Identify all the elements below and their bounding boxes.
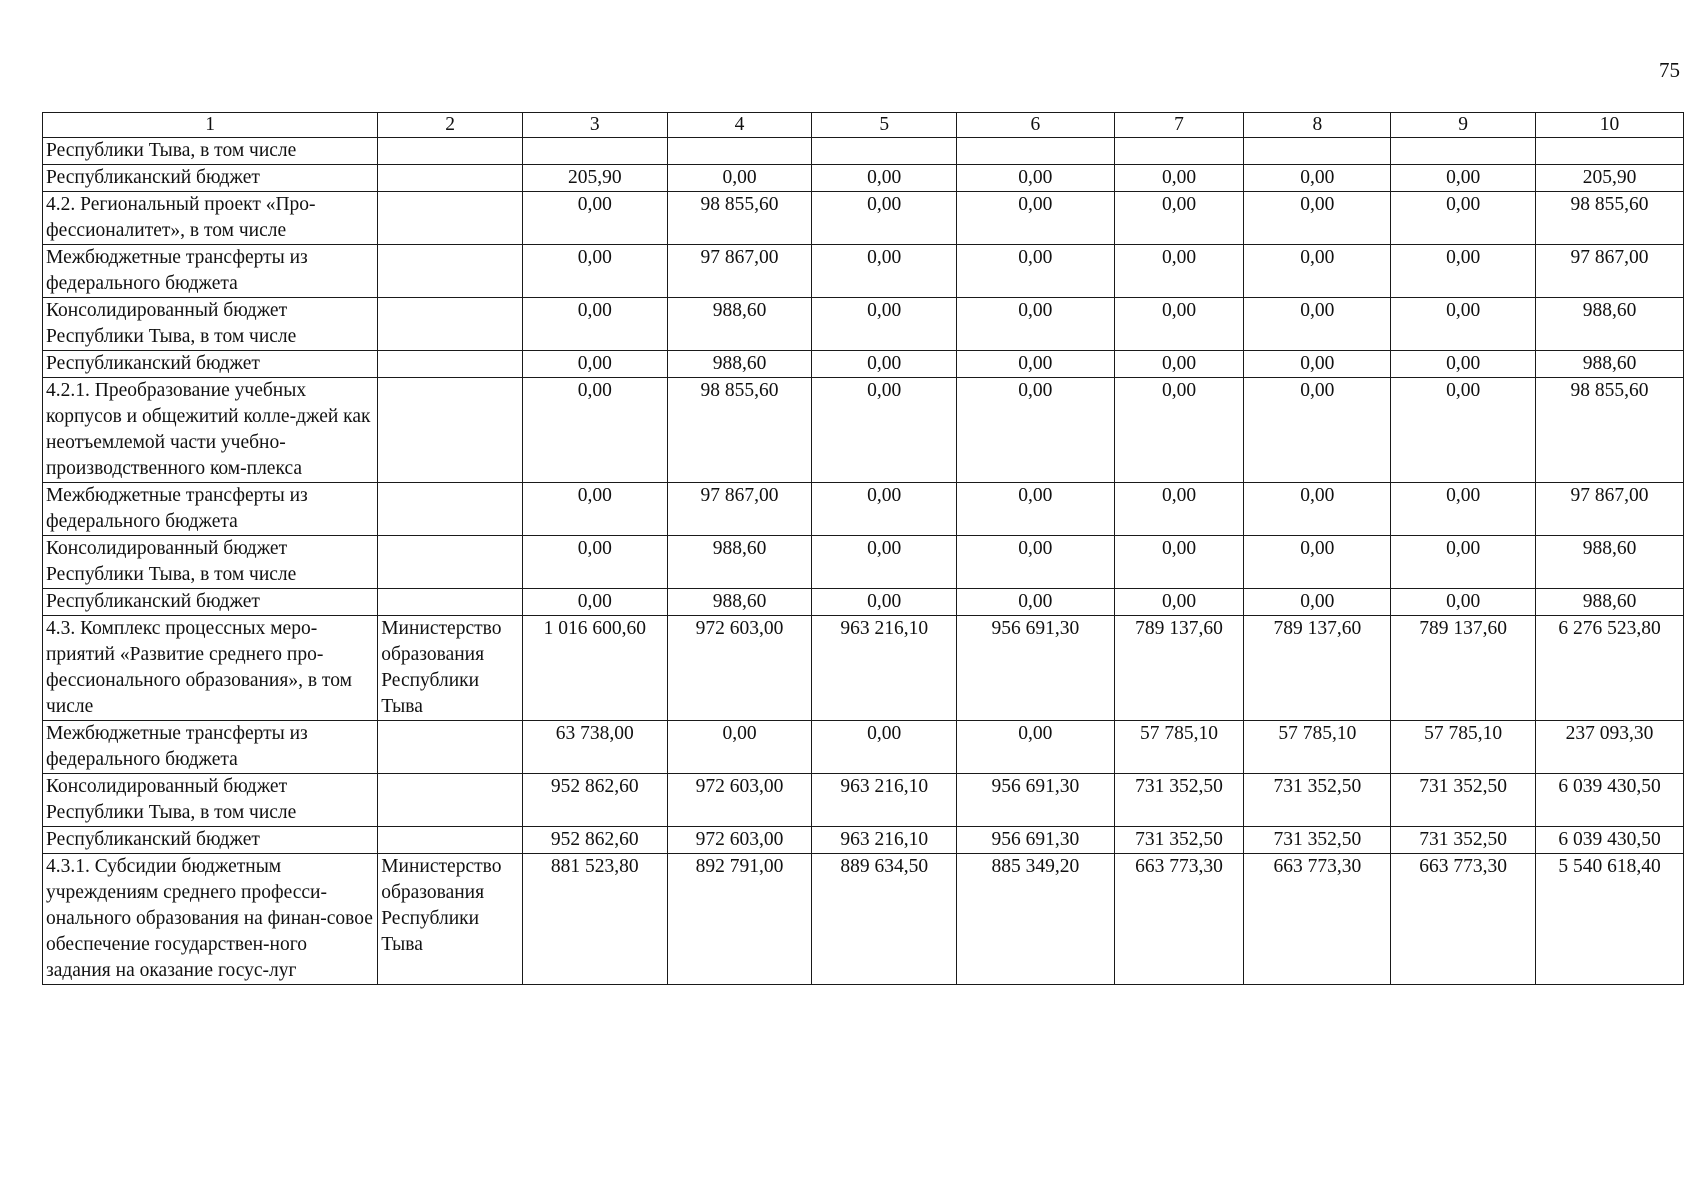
value-cell: 0,00 <box>1114 192 1244 245</box>
value-cell: 0,00 <box>957 245 1115 298</box>
value-cell: 0,00 <box>957 165 1115 192</box>
value-cell: 988,60 <box>1536 589 1684 616</box>
column-header: 8 <box>1244 113 1391 138</box>
value-cell: 0,00 <box>1391 483 1536 536</box>
column-header: 2 <box>378 113 523 138</box>
value-cell: 0,00 <box>957 721 1115 774</box>
value-cell: 0,00 <box>1244 378 1391 483</box>
value-cell <box>957 138 1115 165</box>
value-cell: 0,00 <box>812 245 957 298</box>
executor-cell <box>378 192 523 245</box>
value-cell: 0,00 <box>1391 351 1536 378</box>
value-cell <box>1391 138 1536 165</box>
value-cell: 663 773,30 <box>1391 854 1536 985</box>
value-cell: 972 603,00 <box>667 774 812 827</box>
value-cell: 956 691,30 <box>957 616 1115 721</box>
column-header: 3 <box>522 113 667 138</box>
value-cell: 663 773,30 <box>1114 854 1244 985</box>
value-cell: 0,00 <box>812 483 957 536</box>
value-cell: 98 855,60 <box>1536 192 1684 245</box>
table-row <box>43 351 1684 378</box>
column-header: 1 <box>43 113 378 138</box>
value-cell: 972 603,00 <box>667 827 812 854</box>
value-cell: 0,00 <box>1244 165 1391 192</box>
value-cell: 956 691,30 <box>957 827 1115 854</box>
executor-cell <box>378 165 523 192</box>
value-cell: 663 773,30 <box>1244 854 1391 985</box>
value-cell: 205,90 <box>1536 165 1684 192</box>
value-cell: 988,60 <box>667 536 812 589</box>
executor-cell: Министерство образования Республики Тыва <box>378 616 523 721</box>
value-cell: 0,00 <box>667 721 812 774</box>
executor-cell <box>378 774 523 827</box>
value-cell: 963 216,10 <box>812 827 957 854</box>
value-cell: 0,00 <box>1244 351 1391 378</box>
value-cell: 205,90 <box>522 165 667 192</box>
executor-cell <box>378 536 523 589</box>
value-cell: 988,60 <box>667 351 812 378</box>
executor-cell <box>378 721 523 774</box>
value-cell: 0,00 <box>522 245 667 298</box>
value-cell: 6 039 430,50 <box>1536 774 1684 827</box>
table-row <box>43 721 1684 774</box>
value-cell: 0,00 <box>812 192 957 245</box>
value-cell: 1 016 600,60 <box>522 616 667 721</box>
column-header: 4 <box>667 113 812 138</box>
row-name-cell: 4.2.1. Преобразование учебных корпусов и общежитий колле-джей как неотъемлемой части учебно-производственного ком-плекса <box>43 378 378 483</box>
column-header: 5 <box>812 113 957 138</box>
value-cell: 97 867,00 <box>667 483 812 536</box>
row-name-cell: Консолидированный бюджет Республики Тыва, в том числе <box>43 774 378 827</box>
table-row <box>43 165 1684 192</box>
value-cell: 0,00 <box>812 536 957 589</box>
value-cell: 0,00 <box>812 298 957 351</box>
value-cell: 0,00 <box>522 483 667 536</box>
value-cell: 97 867,00 <box>1536 245 1684 298</box>
value-cell: 0,00 <box>957 192 1115 245</box>
table-row <box>43 298 1684 351</box>
table-row <box>43 589 1684 616</box>
value-cell: 6 276 523,80 <box>1536 616 1684 721</box>
value-cell: 731 352,50 <box>1244 774 1391 827</box>
value-cell: 0,00 <box>1391 192 1536 245</box>
value-cell: 0,00 <box>812 351 957 378</box>
value-cell: 0,00 <box>1244 245 1391 298</box>
value-cell: 0,00 <box>812 378 957 483</box>
value-cell: 237 093,30 <box>1536 721 1684 774</box>
value-cell: 0,00 <box>1244 589 1391 616</box>
executor-cell <box>378 483 523 536</box>
value-cell <box>1114 138 1244 165</box>
table-row <box>43 483 1684 536</box>
value-cell: 963 216,10 <box>812 616 957 721</box>
value-cell: 789 137,60 <box>1391 616 1536 721</box>
value-cell: 892 791,00 <box>667 854 812 985</box>
value-cell: 0,00 <box>1244 298 1391 351</box>
row-name-cell: Республиканский бюджет <box>43 351 378 378</box>
table-row <box>43 854 1684 985</box>
value-cell: 0,00 <box>1114 483 1244 536</box>
value-cell: 952 862,60 <box>522 774 667 827</box>
executor-cell <box>378 138 523 165</box>
table-row <box>43 192 1684 245</box>
value-cell: 988,60 <box>1536 298 1684 351</box>
value-cell: 956 691,30 <box>957 774 1115 827</box>
value-cell: 0,00 <box>1391 378 1536 483</box>
value-cell: 0,00 <box>812 165 957 192</box>
value-cell: 0,00 <box>522 351 667 378</box>
executor-cell <box>378 378 523 483</box>
value-cell: 0,00 <box>957 483 1115 536</box>
value-cell: 0,00 <box>1114 589 1244 616</box>
value-cell: 98 855,60 <box>667 378 812 483</box>
value-cell: 963 216,10 <box>812 774 957 827</box>
value-cell: 0,00 <box>1114 378 1244 483</box>
table-row <box>43 138 1684 165</box>
column-header: 10 <box>1536 113 1684 138</box>
value-cell: 0,00 <box>1391 589 1536 616</box>
value-cell: 988,60 <box>667 298 812 351</box>
executor-cell <box>378 298 523 351</box>
executor-cell <box>378 589 523 616</box>
value-cell: 885 349,20 <box>957 854 1115 985</box>
row-name-cell: Республиканский бюджет <box>43 827 378 854</box>
value-cell <box>1244 138 1391 165</box>
row-name-cell: Межбюджетные трансферты из федерального бюджета <box>43 721 378 774</box>
row-name-cell: Консолидированный бюджет Республики Тыва, в том числе <box>43 536 378 589</box>
executor-cell <box>378 245 523 298</box>
value-cell <box>1536 138 1684 165</box>
value-cell: 0,00 <box>1391 245 1536 298</box>
table-row <box>43 536 1684 589</box>
value-cell: 0,00 <box>1114 298 1244 351</box>
budget-table <box>42 112 1684 985</box>
value-cell: 0,00 <box>957 589 1115 616</box>
value-cell: 731 352,50 <box>1114 827 1244 854</box>
value-cell: 0,00 <box>522 298 667 351</box>
value-cell: 789 137,60 <box>1244 616 1391 721</box>
value-cell: 0,00 <box>1244 483 1391 536</box>
value-cell: 0,00 <box>1114 536 1244 589</box>
value-cell: 0,00 <box>1114 165 1244 192</box>
value-cell: 789 137,60 <box>1114 616 1244 721</box>
value-cell: 988,60 <box>1536 536 1684 589</box>
value-cell: 0,00 <box>1391 298 1536 351</box>
executor-cell: Министерство образования Республики Тыва <box>378 854 523 985</box>
value-cell: 731 352,50 <box>1391 827 1536 854</box>
column-header: 9 <box>1391 113 1536 138</box>
row-name-cell: Республиканский бюджет <box>43 165 378 192</box>
value-cell: 0,00 <box>1114 351 1244 378</box>
value-cell: 0,00 <box>522 589 667 616</box>
value-cell: 5 540 618,40 <box>1536 854 1684 985</box>
value-cell: 98 855,60 <box>1536 378 1684 483</box>
table-row <box>43 827 1684 854</box>
value-cell: 6 039 430,50 <box>1536 827 1684 854</box>
column-header: 7 <box>1114 113 1244 138</box>
value-cell: 0,00 <box>522 378 667 483</box>
value-cell: 889 634,50 <box>812 854 957 985</box>
value-cell: 881 523,80 <box>522 854 667 985</box>
row-name-cell: Республиканский бюджет <box>43 589 378 616</box>
value-cell <box>667 138 812 165</box>
row-name-cell: 4.3.1. Субсидии бюджетным учреждениям среднего професси-онального образования на финан-совое обеспечение государствен-ного задания на оказание госус-луг <box>43 854 378 985</box>
value-cell: 731 352,50 <box>1391 774 1536 827</box>
value-cell: 0,00 <box>522 536 667 589</box>
value-cell: 0,00 <box>957 298 1115 351</box>
value-cell: 0,00 <box>1114 245 1244 298</box>
table-row <box>43 245 1684 298</box>
value-cell: 0,00 <box>812 589 957 616</box>
value-cell: 0,00 <box>812 721 957 774</box>
value-cell: 63 738,00 <box>522 721 667 774</box>
value-cell: 0,00 <box>957 351 1115 378</box>
value-cell: 0,00 <box>1244 192 1391 245</box>
row-name-cell: Консолидированный бюджет Республики Тыва, в том числе <box>43 298 378 351</box>
value-cell: 57 785,10 <box>1244 721 1391 774</box>
value-cell: 731 352,50 <box>1244 827 1391 854</box>
table-row <box>43 616 1684 721</box>
value-cell <box>522 138 667 165</box>
table-row <box>43 774 1684 827</box>
value-cell: 97 867,00 <box>667 245 812 298</box>
value-cell: 98 855,60 <box>667 192 812 245</box>
value-cell: 0,00 <box>522 192 667 245</box>
value-cell: 731 352,50 <box>1114 774 1244 827</box>
value-cell: 0,00 <box>667 165 812 192</box>
value-cell: 0,00 <box>1244 536 1391 589</box>
value-cell: 97 867,00 <box>1536 483 1684 536</box>
table-row <box>43 378 1684 483</box>
value-cell: 0,00 <box>957 378 1115 483</box>
header-row <box>43 113 1684 138</box>
value-cell: 988,60 <box>667 589 812 616</box>
row-name-cell: Межбюджетные трансферты из федерального бюджета <box>43 483 378 536</box>
executor-cell <box>378 827 523 854</box>
executor-cell <box>378 351 523 378</box>
page-number: 75 <box>1659 58 1680 82</box>
column-header: 6 <box>957 113 1115 138</box>
value-cell: 0,00 <box>957 536 1115 589</box>
row-name-cell: Республики Тыва, в том числе <box>43 138 378 165</box>
row-name-cell: Межбюджетные трансферты из федерального бюджета <box>43 245 378 298</box>
table-body <box>43 138 1684 985</box>
value-cell: 57 785,10 <box>1114 721 1244 774</box>
value-cell: 0,00 <box>1391 165 1536 192</box>
value-cell: 972 603,00 <box>667 616 812 721</box>
row-name-cell: 4.3. Комплекс процессных меро-приятий «Развитие среднего про-фессионального образования», в том числе <box>43 616 378 721</box>
value-cell <box>812 138 957 165</box>
row-name-cell: 4.2. Региональный проект «Про-фессионалитет», в том числе <box>43 192 378 245</box>
value-cell: 952 862,60 <box>522 827 667 854</box>
value-cell: 0,00 <box>1391 536 1536 589</box>
value-cell: 57 785,10 <box>1391 721 1536 774</box>
value-cell: 988,60 <box>1536 351 1684 378</box>
